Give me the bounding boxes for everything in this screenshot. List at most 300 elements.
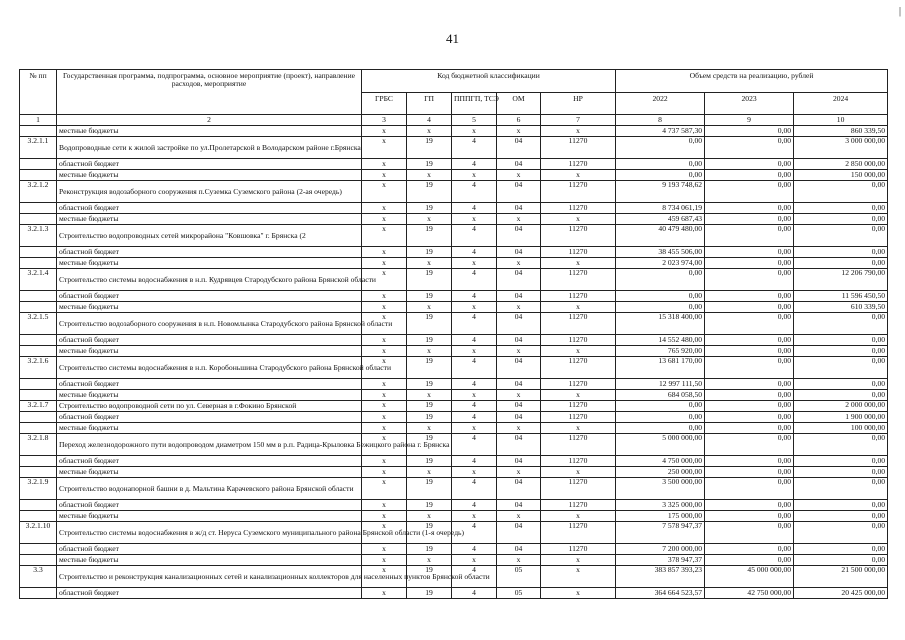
code-grbs: x [362,214,407,225]
amount-2022: 15 318 400,00 [616,313,705,335]
code-om: 04 [497,313,541,335]
row-description: местные бюджеты [57,423,362,434]
table-row [20,335,888,346]
amount-2023: 0,00 [705,401,794,412]
row-description: Строительство системы водоснабжения в ж/д ст. Неруса Суземского муниципального района Брянской области (1-я очередь) [57,522,362,544]
code-gp: 19 [407,401,452,412]
row-description: местные бюджеты [57,390,362,401]
code-grbs: x [362,555,407,566]
code-pppgp: 4 [452,566,497,588]
code-grbs: x [362,412,407,423]
row-description: местные бюджеты [57,511,362,522]
code-pppgp: 4 [452,335,497,346]
row-description: Строительство водонапорной башни в д. Мальтина Карачевского района Брянской области [57,478,362,500]
table-row [20,214,888,225]
table-row [20,181,888,203]
amount-2024: 1 900 000,00 [794,412,888,423]
row-number [20,423,57,434]
code-grbs: x [362,588,407,599]
table-row [20,511,888,522]
table-row [20,247,888,258]
code-pppgp: x [452,170,497,181]
code-om: 04 [497,137,541,159]
row-description: Реконструкция водозаборного сооружения п.Суземка Суземского района (2-ая очередь) [57,181,362,203]
table-row [20,500,888,511]
row-number [20,390,57,401]
amount-2024: 11 596 450,50 [794,291,888,302]
amount-2022: 14 552 480,00 [616,335,705,346]
amount-2024: 12 206 790,00 [794,269,888,291]
amount-2024: 0,00 [794,379,888,390]
code-nr: 11270 [541,159,616,170]
code-nr: 11270 [541,412,616,423]
row-number: 3.2.1.1 [20,137,57,159]
row-description: местные бюджеты [57,126,362,137]
amount-2022: 9 193 748,62 [616,181,705,203]
code-nr: 11270 [541,269,616,291]
code-grbs: x [362,566,407,588]
code-om: 04 [497,291,541,302]
column-number: 1 [20,115,57,126]
amount-2023: 0,00 [705,346,794,357]
amount-2023: 0,00 [705,203,794,214]
row-number: 3.2.1.5 [20,313,57,335]
table-row [20,357,888,379]
header-funding: Объем средств на реализацию, рублей [616,70,888,93]
amount-2022: 7 578 947,37 [616,522,705,544]
code-pppgp: 4 [452,412,497,423]
code-gp: 19 [407,181,452,203]
amount-2022: 0,00 [616,170,705,181]
amount-2022: 0,00 [616,423,705,434]
code-om: 04 [497,434,541,456]
code-gp: x [407,302,452,313]
code-om: 04 [497,225,541,247]
row-number [20,214,57,225]
column-number: 9 [705,115,794,126]
code-grbs: x [362,522,407,544]
code-pppgp: x [452,511,497,522]
code-gp: 19 [407,159,452,170]
code-om: x [497,170,541,181]
code-pppgp: x [452,126,497,137]
amount-2022: 364 664 523,57 [616,588,705,599]
code-grbs: x [362,478,407,500]
table-row [20,456,888,467]
table-row [20,401,888,412]
table-row [20,478,888,500]
table-row [20,225,888,247]
code-pppgp: 4 [452,225,497,247]
column-number-row [20,115,888,126]
row-description: местные бюджеты [57,170,362,181]
amount-2024: 0,00 [794,390,888,401]
code-om: x [497,258,541,269]
code-om: x [497,126,541,137]
row-description: областной бюджет [57,159,362,170]
corner-mark: | [898,6,901,17]
amount-2024: 0,00 [794,181,888,203]
table-row [20,126,888,137]
code-pppgp: 4 [452,159,497,170]
amount-2023: 45 000 000,00 [705,566,794,588]
column-number: 6 [497,115,541,126]
code-pppgp: x [452,346,497,357]
code-gp: 19 [407,247,452,258]
code-nr: x [541,346,616,357]
code-nr: x [541,588,616,599]
code-pppgp: x [452,214,497,225]
amount-2022: 4 737 587,30 [616,126,705,137]
row-number: 3.3 [20,566,57,588]
code-om: 05 [497,588,541,599]
amount-2022: 175 000,00 [616,511,705,522]
amount-2023: 0,00 [705,500,794,511]
table-row [20,379,888,390]
code-pppgp: x [452,555,497,566]
code-pppgp: 4 [452,522,497,544]
amount-2022: 38 455 506,00 [616,247,705,258]
code-pppgp: 4 [452,181,497,203]
code-nr: x [541,258,616,269]
row-description: областной бюджет [57,203,362,214]
row-description: местные бюджеты [57,346,362,357]
row-number [20,159,57,170]
table-row [20,302,888,313]
code-grbs: x [362,126,407,137]
code-grbs: x [362,511,407,522]
row-description: местные бюджеты [57,214,362,225]
code-grbs: x [362,159,407,170]
row-number [20,203,57,214]
code-nr: 11270 [541,181,616,203]
code-nr: x [541,302,616,313]
row-number [20,511,57,522]
code-grbs: x [362,467,407,478]
code-pppgp: x [452,423,497,434]
code-grbs: x [362,390,407,401]
row-number [20,346,57,357]
row-number [20,588,57,599]
code-nr: 11270 [541,379,616,390]
amount-2022: 0,00 [616,302,705,313]
code-pppgp: x [452,467,497,478]
amount-2022: 0,00 [616,401,705,412]
code-grbs: x [362,401,407,412]
code-pppgp: 4 [452,456,497,467]
row-description: областной бюджет [57,588,362,599]
code-gp: 19 [407,544,452,555]
row-number: 3.2.1.7 [20,401,57,412]
row-description: Строительство системы водоснабжения в н.п. Кудрявцев Стародубского района Брянской области [57,269,362,291]
code-nr: x [541,390,616,401]
code-om: 04 [497,335,541,346]
amount-2024: 860 339,50 [794,126,888,137]
code-gp: x [407,258,452,269]
amount-2024: 150 000,00 [794,170,888,181]
code-gp: x [407,423,452,434]
code-gp: 19 [407,291,452,302]
amount-2024: 0,00 [794,225,888,247]
row-number: 3.2.1.3 [20,225,57,247]
code-pppgp: x [452,390,497,401]
table-row [20,170,888,181]
code-gp: x [407,214,452,225]
code-pppgp: 4 [452,478,497,500]
code-om: 04 [497,456,541,467]
code-om: 04 [497,203,541,214]
code-pppgp: 4 [452,137,497,159]
row-description: областной бюджет [57,335,362,346]
code-pppgp: 4 [452,500,497,511]
amount-2024: 20 425 000,00 [794,588,888,599]
code-gp: 19 [407,137,452,159]
amount-2023: 0,00 [705,357,794,379]
code-pppgp: 4 [452,588,497,599]
code-nr: 11270 [541,456,616,467]
amount-2023: 0,00 [705,170,794,181]
row-description: областной бюджет [57,247,362,258]
code-nr: 11270 [541,357,616,379]
amount-2023: 42 750 000,00 [705,588,794,599]
amount-2023: 0,00 [705,214,794,225]
amount-2022: 5 000 000,00 [616,434,705,456]
code-nr: 11270 [541,313,616,335]
header-om: ОМ [497,93,541,115]
table-row [20,566,888,588]
row-description: местные бюджеты [57,467,362,478]
code-om: 04 [497,478,541,500]
header-2023: 2023 [705,93,794,115]
code-gp: 19 [407,203,452,214]
code-gp: 19 [407,225,452,247]
code-gp: 19 [407,456,452,467]
row-number [20,555,57,566]
row-description: Строительство системы водоснабжения в н.п. Коробоньшина Стародубского района Брянской области [57,357,362,379]
code-nr: x [541,423,616,434]
amount-2023: 0,00 [705,511,794,522]
table-row [20,390,888,401]
amount-2024: 0,00 [794,214,888,225]
row-number: 3.2.1.6 [20,357,57,379]
code-gp: 19 [407,379,452,390]
amount-2024: 0,00 [794,357,888,379]
code-om: 04 [497,269,541,291]
code-om: x [497,346,541,357]
table-row [20,203,888,214]
code-om: x [497,467,541,478]
amount-2023: 0,00 [705,126,794,137]
amount-2024: 0,00 [794,478,888,500]
code-pppgp: 4 [452,357,497,379]
amount-2022: 378 947,37 [616,555,705,566]
row-description: Переход железнодорожного пути водопроводом диаметром 150 мм в р.п. Радица-Крыловка Бежицкого района г. Брянска [57,434,362,456]
code-gp: 19 [407,566,452,588]
table-row [20,412,888,423]
amount-2022: 0,00 [616,412,705,423]
code-gp: x [407,467,452,478]
code-nr: 11270 [541,401,616,412]
code-om: 04 [497,247,541,258]
code-pppgp: 4 [452,401,497,412]
code-pppgp: 4 [452,291,497,302]
code-grbs: x [362,247,407,258]
code-grbs: x [362,456,407,467]
amount-2024: 21 500 000,00 [794,566,888,588]
code-gp: x [407,390,452,401]
amount-2024: 0,00 [794,203,888,214]
table-row [20,346,888,357]
code-grbs: x [362,357,407,379]
amount-2022: 0,00 [616,137,705,159]
row-description: Водопроводные сети к жилой застройке по ул.Пролетарской в Володарском районе г.Брянска [57,137,362,159]
table-row [20,467,888,478]
code-nr: 11270 [541,544,616,555]
amount-2022: 459 687,43 [616,214,705,225]
amount-2024: 0,00 [794,313,888,335]
amount-2024: 0,00 [794,522,888,544]
column-number: 8 [616,115,705,126]
table-row [20,291,888,302]
row-description: местные бюджеты [57,302,362,313]
row-number [20,170,57,181]
row-description: областной бюджет [57,500,362,511]
amount-2022: 383 857 393,23 [616,566,705,588]
code-om: 04 [497,544,541,555]
amount-2022: 765 920,00 [616,346,705,357]
column-number: 4 [407,115,452,126]
code-om: x [497,555,541,566]
code-om: x [497,511,541,522]
row-number [20,291,57,302]
amount-2024: 100 000,00 [794,423,888,434]
code-grbs: x [362,170,407,181]
amount-2022: 13 681 170,00 [616,357,705,379]
code-gp: 19 [407,478,452,500]
code-nr: 11270 [541,291,616,302]
code-pppgp: 4 [452,247,497,258]
budget-table [19,69,888,599]
row-number [20,126,57,137]
code-om: 04 [497,522,541,544]
code-grbs: x [362,423,407,434]
header-2022: 2022 [616,93,705,115]
table-row [20,258,888,269]
table-row [20,313,888,335]
row-description: Строительство и реконструкция канализационных сетей и канализационных коллекторов для населенных пунктов Брянской области [57,566,362,588]
amount-2022: 3 500 000,00 [616,478,705,500]
amount-2022: 0,00 [616,269,705,291]
amount-2023: 0,00 [705,258,794,269]
table-row [20,522,888,544]
amount-2023: 0,00 [705,434,794,456]
code-grbs: x [362,137,407,159]
amount-2022: 0,00 [616,291,705,302]
code-nr: x [541,566,616,588]
code-om: x [497,423,541,434]
code-nr: x [541,511,616,522]
amount-2023: 0,00 [705,478,794,500]
amount-2023: 0,00 [705,291,794,302]
row-description: Строительство водозаборного сооружения в н.п. Новомлынка Стародубского района Брянской области [57,313,362,335]
code-gp: 19 [407,412,452,423]
table-row [20,423,888,434]
code-om: 04 [497,379,541,390]
code-gp: 19 [407,588,452,599]
code-om: 04 [497,159,541,170]
code-nr: 11270 [541,522,616,544]
amount-2023: 0,00 [705,302,794,313]
code-om: x [497,302,541,313]
amount-2023: 0,00 [705,181,794,203]
code-grbs: x [362,291,407,302]
amount-2023: 0,00 [705,335,794,346]
row-number [20,467,57,478]
column-number: 2 [57,115,362,126]
amount-2023: 0,00 [705,379,794,390]
code-pppgp: 4 [452,313,497,335]
row-description: Строительство водопроводных сетей микрорайона "Ковшовка" г. Брянска (2 [57,225,362,247]
amount-2024: 610 339,50 [794,302,888,313]
code-gp: 19 [407,335,452,346]
amount-2023: 0,00 [705,159,794,170]
amount-2024: 0,00 [794,555,888,566]
code-pppgp: 4 [452,544,497,555]
amount-2024: 0,00 [794,247,888,258]
code-grbs: x [362,313,407,335]
header-bkk: Код бюджетной классификации [362,70,616,93]
row-description: местные бюджеты [57,258,362,269]
code-om: 04 [497,181,541,203]
code-grbs: x [362,346,407,357]
amount-2023: 0,00 [705,467,794,478]
code-grbs: x [362,258,407,269]
row-number [20,258,57,269]
code-om: 04 [497,412,541,423]
table-row [20,269,888,291]
code-gp: x [407,170,452,181]
amount-2023: 0,00 [705,247,794,258]
amount-2022: 0,00 [616,159,705,170]
header-nr: НР [541,93,616,115]
amount-2023: 0,00 [705,423,794,434]
code-gp: x [407,555,452,566]
amount-2024: 0,00 [794,544,888,555]
code-gp: x [407,346,452,357]
code-grbs: x [362,181,407,203]
amount-2023: 0,00 [705,544,794,555]
row-number: 3.2.1.9 [20,478,57,500]
code-gp: 19 [407,269,452,291]
code-grbs: x [362,500,407,511]
row-number [20,247,57,258]
amount-2022: 250 000,00 [616,467,705,478]
row-number [20,500,57,511]
amount-2024: 0,00 [794,456,888,467]
column-number: 3 [362,115,407,126]
code-om: x [497,390,541,401]
code-om: 05 [497,566,541,588]
amount-2023: 0,00 [705,225,794,247]
code-pppgp: 4 [452,434,497,456]
amount-2023: 0,00 [705,456,794,467]
row-description: Строительство водопроводной сети по ул. Северная в г.Фокино Брянской [57,401,362,412]
amount-2022: 7 200 000,00 [616,544,705,555]
code-grbs: x [362,544,407,555]
code-gp: 19 [407,434,452,456]
row-number: 3.2.1.2 [20,181,57,203]
code-grbs: x [362,379,407,390]
